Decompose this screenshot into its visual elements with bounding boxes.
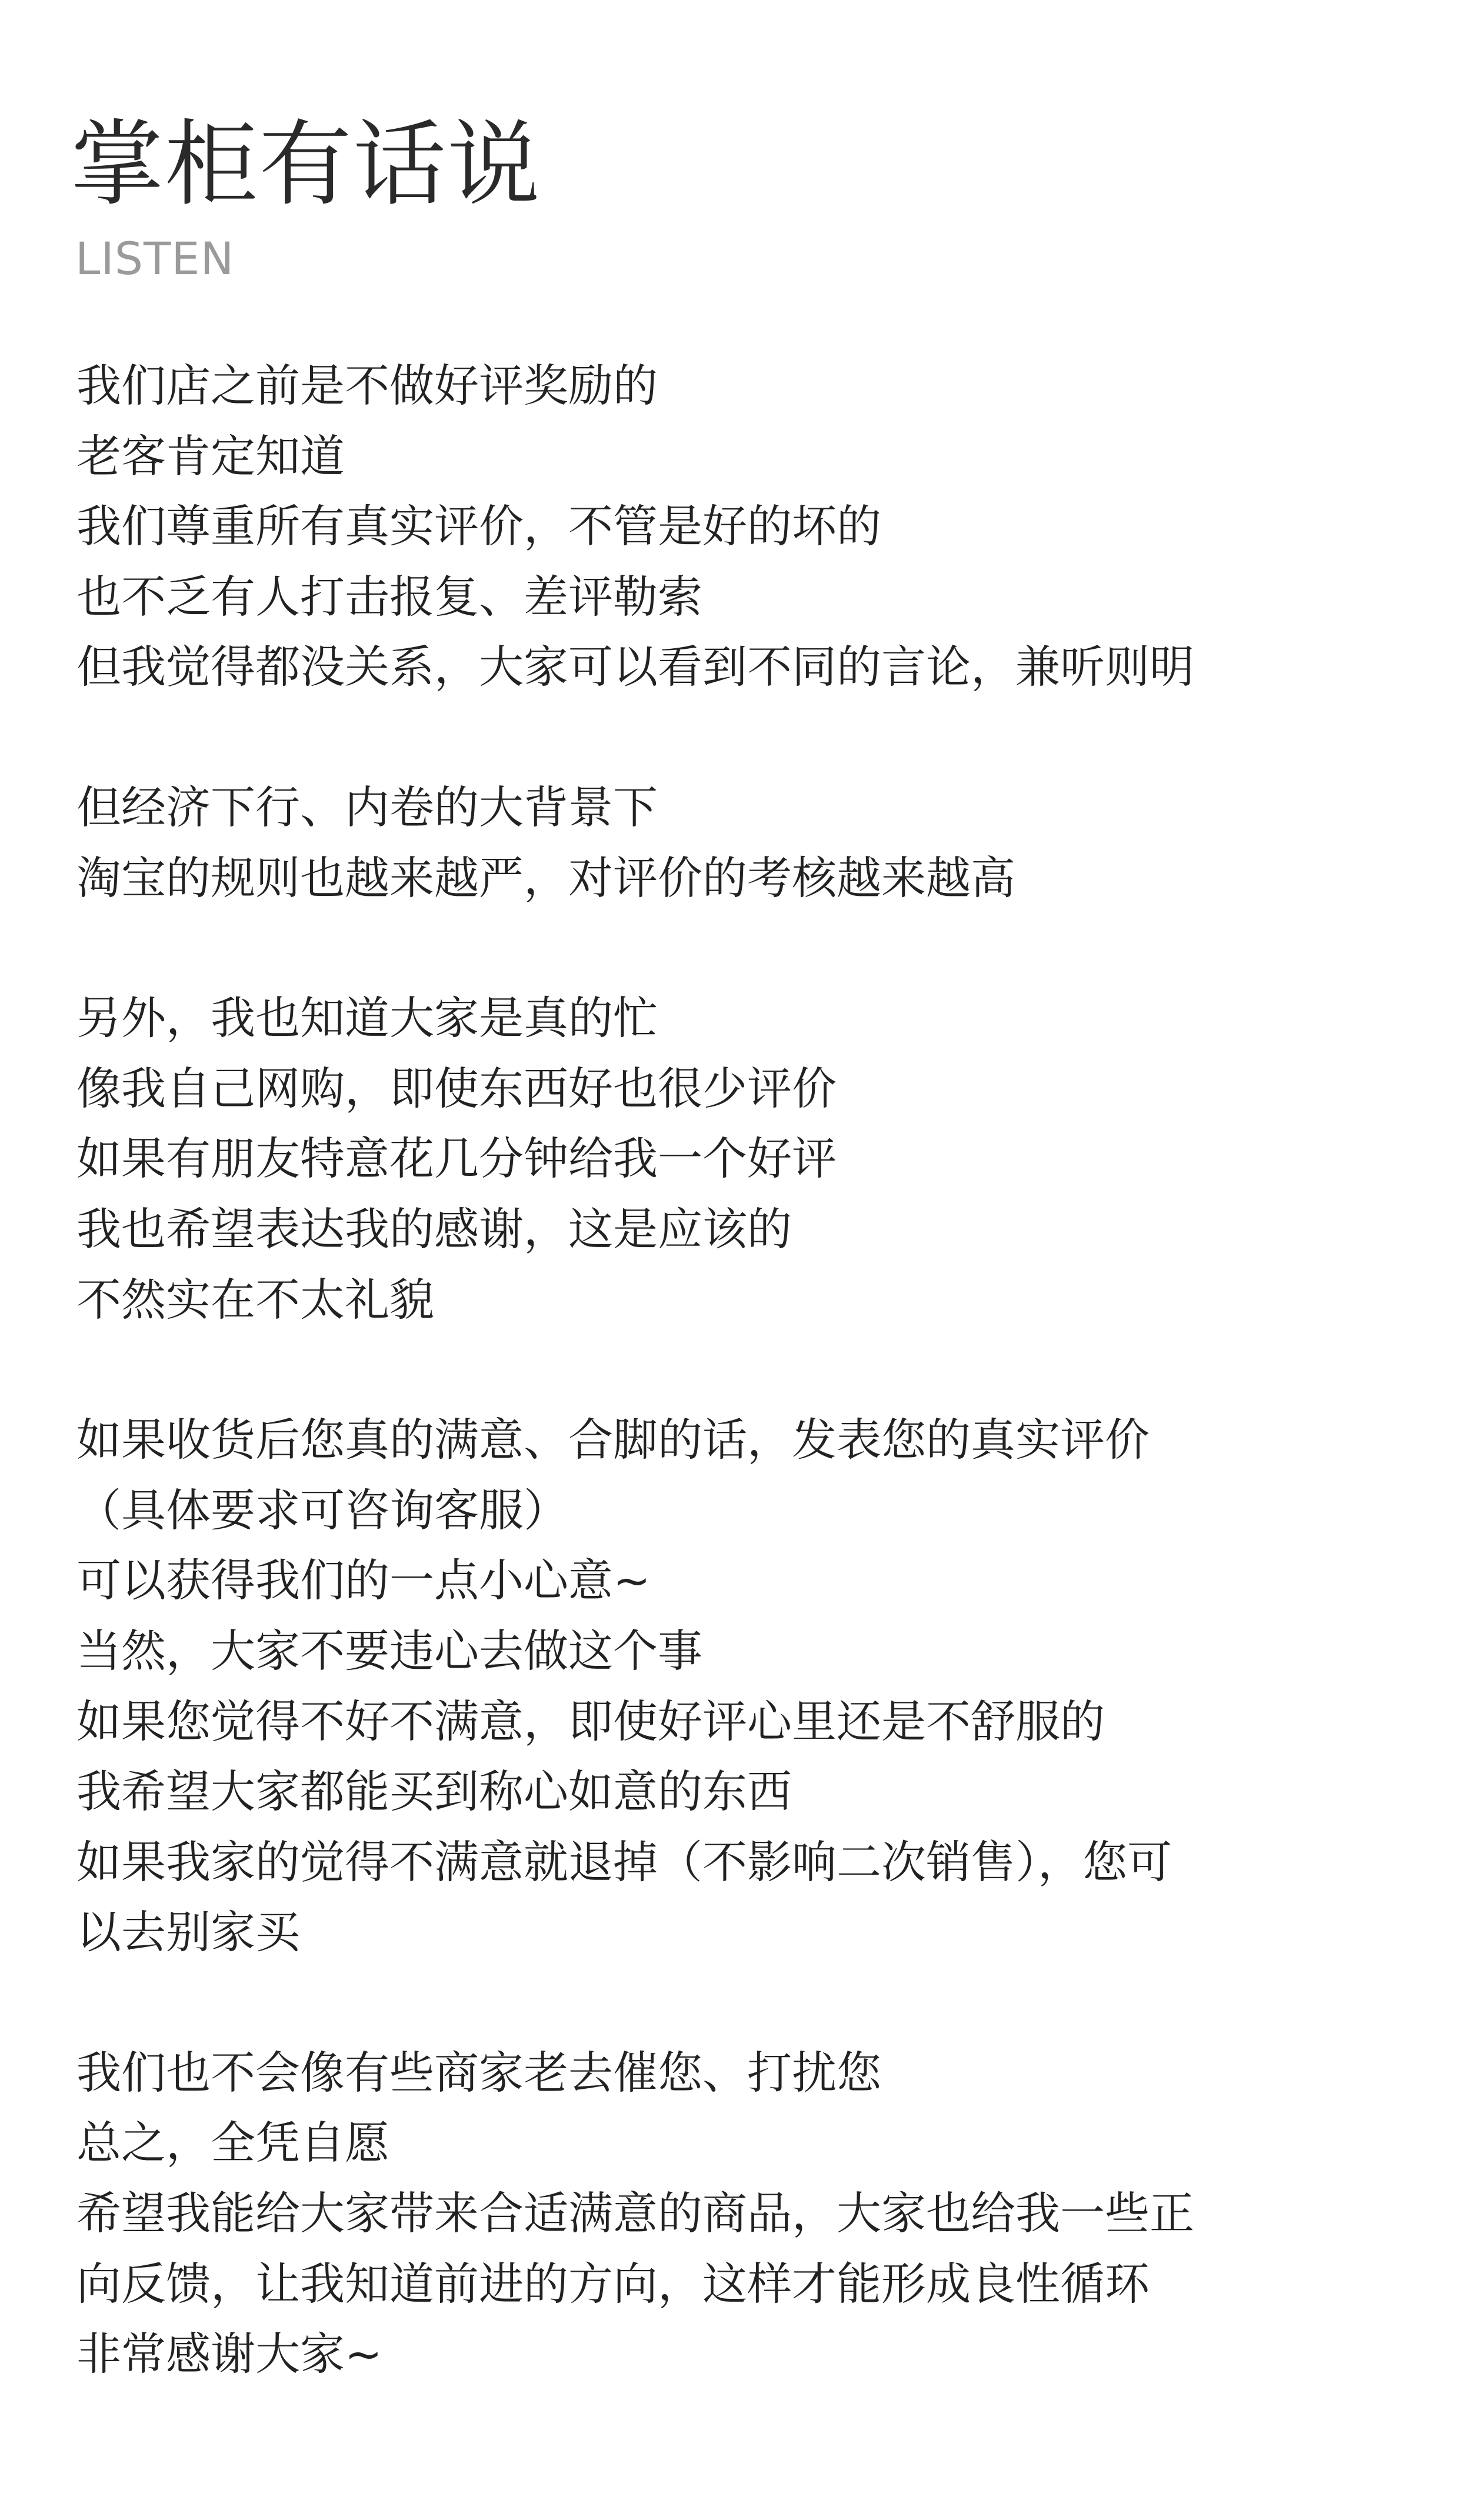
text-line: 向反馈，让我知道前进的方向，这样才能形成良性循环: [76, 2257, 1150, 2310]
text-line: （具体要求可咨询客服）: [76, 1484, 568, 1536]
text-line: 也不乏有人打击报复、差评勒索: [76, 570, 702, 623]
text-line: 非常感谢大家~: [76, 2328, 382, 2381]
text-line: 老客肯定知道: [76, 429, 345, 482]
text-line: 总之，全凭自愿: [76, 2116, 389, 2169]
text-line: 如果您觉得不好不满意，即使好评心里还是不舒服的: [76, 1695, 1105, 1748]
paragraph: [76, 772, 1341, 913]
text-line: 如果有朋友特意花几分钟给我一个好评: [76, 1132, 837, 1185]
text-line: 我们尊重所有真实评价，不管是好的坏的: [76, 500, 881, 553]
text-line: 不然实在不太礼貌: [76, 1273, 434, 1326]
paragraph: [76, 1405, 1341, 1968]
message-body: [76, 351, 1341, 2459]
text-line: 但我觉得都没关系，大家可以看到不同的言论，兼听则明: [76, 641, 1194, 694]
page-title: 掌柜有话说: [71, 111, 541, 219]
text-line: 但经济下行、内卷的大背景下: [76, 781, 658, 834]
text-line: 我们也不会像有些商家老去催您、打扰您: [76, 2046, 881, 2099]
paragraph: [76, 983, 1341, 1335]
text-line: 如果收货后您真的满意、合脚的话，发表您的真实评价: [76, 1414, 1150, 1466]
text-line: 可以获得我们的一点小心意~: [76, 1554, 651, 1607]
text-line: 如果我家的觉得不满意就退掉（不影响二次销售），您可: [76, 1835, 1172, 1888]
text-line: 像我自己网购，即使东西好也很少评价: [76, 1062, 837, 1115]
text-line: 希望我能给大家带来合适满意的商品，大家也给我一些正: [76, 2187, 1194, 2240]
paragraph: [76, 351, 1341, 702]
text-line: 另外，我也知道大家是真的忙: [76, 992, 658, 1045]
text-line: 我们店之前是不做好评奖励的: [76, 359, 658, 412]
paragraph: [76, 2038, 1341, 2389]
page-subtitle: LISTEN: [75, 232, 235, 285]
text-line: 当然，大家不要违心去做这个事: [76, 1624, 702, 1677]
text-line: 以去别家买: [76, 1906, 300, 1959]
text-line: 淘宝的规则也越来越严，对评价的考核越来越高: [76, 851, 1015, 904]
text-line: 我希望大家都能买到称心如意的东西: [76, 1765, 792, 1818]
text-line: 我也希望表达我的感谢，这是应该的: [76, 1202, 792, 1255]
